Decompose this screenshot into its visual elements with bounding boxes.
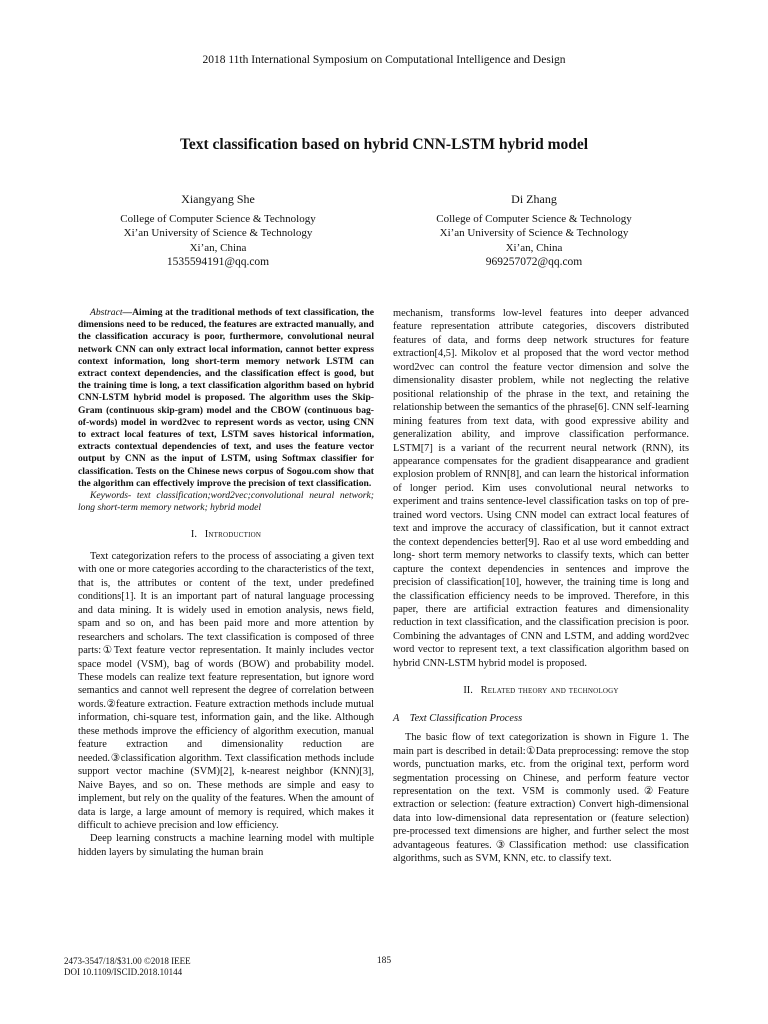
section-heading-related-theory	[393, 684, 689, 697]
section2-paragraph-1: The basic flow of text categorization is shown in Figure 1. The main part is described in detail:①Data preprocessing: remove the stop words, punctuation marks, etc. from the original text, perform word segmentation processing on Chinese, and perform feature vector representation on the text. VSM is commonly used.②Feature extraction or selection: (feature extraction) Convert high-dimensional data into low-dimensional data representation or (feature selection) pre-processed text dimensions are higher, and further select the most advantageous features.③Classification method: use classification algorithms, such as SVM, KNN, etc. to classify text.	[393, 732, 689, 865]
author-name: Xiangyang She	[181, 192, 255, 206]
section-heading-introduction	[78, 528, 374, 541]
author-city: Xi’an, China	[505, 241, 563, 254]
section-title: Introduction	[204, 529, 262, 541]
author-dept: College of Computer Science & Technology	[120, 212, 316, 225]
abstract-label: Abstract	[90, 307, 123, 318]
section-number: II.	[463, 685, 473, 697]
intro-paragraph-2: Deep learning constructs a machine learning model with multiple hidden layers by simulating the human brain	[78, 833, 374, 858]
section-number: I.	[190, 529, 197, 541]
author-univ: Xi’an University of Science & Technology	[439, 227, 629, 239]
abstract	[78, 307, 374, 490]
author-dept: College of Computer Science & Technology	[436, 212, 632, 225]
left-column	[78, 307, 374, 859]
conference-header: 2018 11th International Symposium on Computational Intelligence and Design	[202, 54, 566, 66]
author-block-2	[384, 192, 684, 270]
author-city: Xi’an, China	[189, 241, 247, 254]
keywords: Keywords- text classification;word2vec;convolutional neural network; long short-term memory network; hybrid model	[78, 490, 374, 514]
subsection-title: Text Classification Process	[409, 712, 523, 724]
intro-paragraph-2-continued: mechanism, transforms low-level features into deeper advanced feature representation attribute categories, discovers distributed features of data, and forms deep network structures for feature extraction[4,5]. Mikolov et al proposed that the word vector method word2vec can control the feature vector dimension and solve the dimensionality disaster problem, while not neglecting the relative positional relationship of the phrase in the text, and retaining the relationship between the semantics of the phrase[6]. CNN self-learning mining features from text data, with good expressive ability and generalization ability, and improve classification performance. LSTM[7] is a variant of the recurrent neural network (RNN), its appearance compensates for the gradient disappearance and gradient explosion problem of RNN[8], and can learn the historical information of longer period. Kim uses convolutional neural networks to experiment and trains sentence-level classification tasks on top of pre-trained word vectors. Using CNN model can extract local features of text and improve the accuracy of classification, but it cannot extract the context dependencies better[9]. Rao et al use word embedding and long- short term memory networks to classify texts, which can better capture the context dependencies in sentences and improve the precision of classification[10], however, the training time is long and the classification efficiency needs to be improved. Therefore, in this paper, there are artificial extraction features and dimensionality reduction in text classification, and the classification precision is poor. Combining the advantages of CNN and LSTM, and adding word2vec word vector to represent text, a text classification algorithm based on hybrid CNN-LSTM hybrid model is proposed.	[393, 308, 689, 669]
section-title: Related theory and technology	[480, 685, 619, 697]
abstract-text: —Aiming at the traditional methods of text classification, the dimensions need to be reduced, the features are extracted manually, and the classification accuracy is poor, furthermore, convolutional neural network CNN can only extract local information, cannot better express context information, long short-term memory network LSTM can extract context dependencies, and the classification effect is good, but the training time is long, a text classification algorithm based on hybrid CNN-LSTM hybrid model is proposed. The algorithm uses the Skip-Gram (continuous skip-gram) model and the CBOW (continuous bag-of-words) model in word2vec to represent words as vector, using CNN to extract local features of text, LSTM saves historical information, extracts contextual dependencies of text, and uses the feature vector output by CNN as the input of LSTM, using Softmax classifier for classification. Tests on the Chinese news corpus of Sogou.com show that the algorithm can effectively improve the precision of text classification.	[78, 307, 374, 489]
author-block-1	[68, 192, 368, 270]
footer-doi: DOI 10.1109/ISCID.2018.10144	[64, 967, 183, 977]
author-email: 1535594191@qq.com	[166, 256, 270, 268]
subsection-heading	[393, 712, 689, 725]
paper-title: Text classification based on hybrid CNN-LSTM hybrid model	[179, 136, 589, 153]
author-name: Di Zhang	[511, 192, 557, 206]
intro-paragraph-1: Text categorization refers to the process of associating a given text with one or more categories according to the characteristics of the text, that is, the attributes or content of the text, under predefined conditions[1]. It is an important part of natural language processing and data mining. It is widely used in emotion analysis, news field, spam and so on, and has been paid more and more attention by researchers and scholars. The text classification is composed of three parts:①Text feature vector representation. It mainly includes vector space model (VSM), bag of words (BOW) and probability model. These models can realize text feature representation, but ignore word semantics and cannot well represent the degree of correlation between words.②feature extraction. Feature extraction methods include mutual information, chi-square test, information gain, and the like. Although these methods improve the efficiency of algorithm execution, manual feature extraction and dimensionality reduction are needed.③classification algorithm. Text classification methods include support vector machine (SVM)[2], k-nearest neighbor (KNN)[3], Naive Bayes, and so on. These methods are simple and easy to implement, but rely on the quality of the features. When the amount of data is large, a large amount of memory is required, which makes it difficult to achieve precision and low efficiency.	[78, 550, 374, 831]
author-univ: Xi’an University of Science & Technology	[123, 227, 313, 239]
footer-issn: 2473-3547/18/$31.00 ©2018 IEEE	[64, 956, 191, 966]
author-email: 969257072@qq.com	[485, 256, 583, 268]
right-column	[393, 307, 689, 866]
subsection-label: A	[393, 712, 400, 724]
page-number: 185	[376, 956, 392, 966]
